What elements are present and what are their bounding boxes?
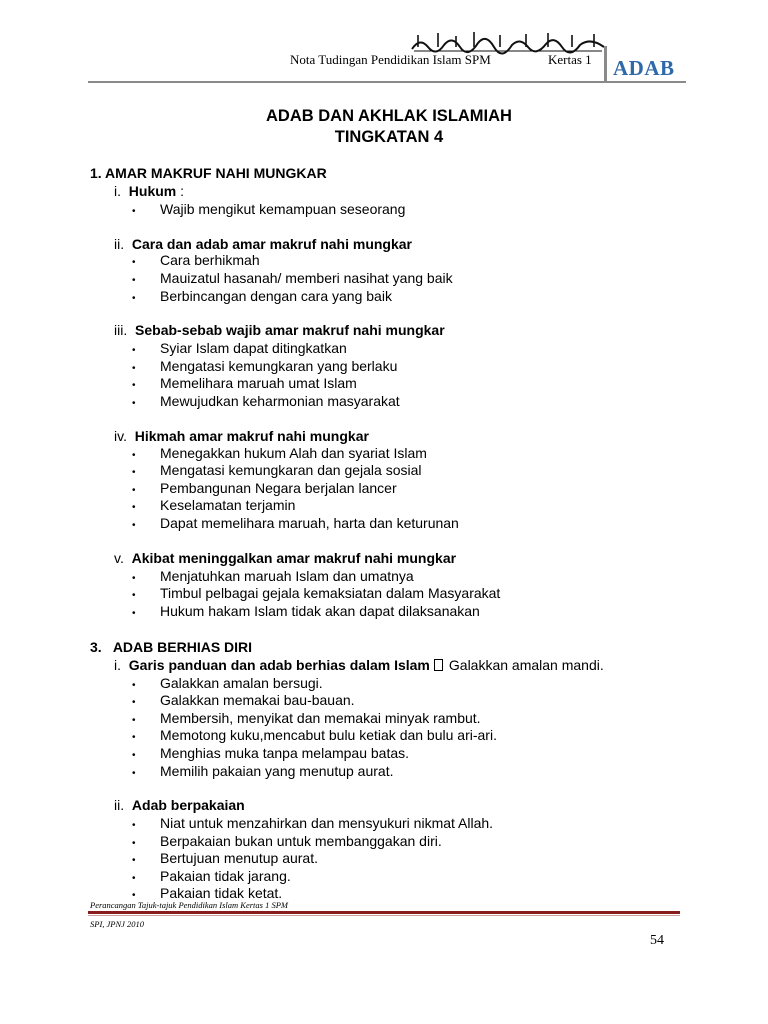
bullet-icon: • [132, 820, 136, 831]
subheading: iv. Hikmah amar makruf nahi mungkar [114, 428, 369, 444]
list-item: • Pembangunan Negara berjalan lancer [132, 480, 397, 496]
page-title: ADAB DAN AKHLAK ISLAMIAH [266, 107, 512, 125]
list-item: • Hukum hakam Islam tidak akan dapat dilaksanakan [132, 603, 480, 619]
list-item: • Menghias muka tanpa melampau batas. [132, 745, 410, 761]
list-item: • Syiar Islam dapat ditingkatkan [132, 340, 347, 356]
bullet-icon: • [132, 257, 136, 268]
subheading-number: i. [114, 183, 121, 199]
header-badge: ADAB [613, 56, 675, 80]
bullet-icon: • [132, 697, 136, 708]
header-divider [604, 46, 607, 82]
bullet-icon: • [132, 838, 136, 849]
footer-rule-shadow [88, 915, 680, 916]
list-item: • Berpakaian bukan untuk membanggakan diri. [132, 833, 442, 849]
list-item: • Mengatasi kemungkaran yang berlaku [132, 358, 398, 374]
list-item: • Keselamatan terjamin [132, 497, 296, 513]
list-item: • Mauizatul hasanah/ memberi nasihat yang baik [132, 270, 453, 286]
list-item: • Timbul pelbagai gejala kemaksiatan dalam Masyarakat [132, 585, 501, 601]
subheading: iii. Sebab-sebab wajib amar makruf nahi mungkar [114, 322, 445, 338]
bullet-icon: • [132, 398, 136, 409]
bullet-icon: • [132, 467, 136, 478]
subheading: ii. Adab berpakaian [114, 797, 245, 813]
list-item: • Mengatasi kemungkaran dan gejala sosial [132, 462, 422, 478]
footer-rule [88, 911, 680, 914]
inline-item: Galakkan amalan mandi. [448, 657, 604, 673]
header-note-title: Nota Tudingan Pendidikan Islam SPM [290, 52, 491, 67]
list-item: • Dapat memelihara maruah, harta dan keturunan [132, 515, 459, 531]
bullet-icon: • [132, 206, 136, 217]
list-item: • Memotong kuku,mencabut bulu ketiak dan bulu ari-ari. [132, 727, 497, 743]
list-item: • Wajib mengikut kemampuan seseorang [132, 201, 406, 217]
bullet-icon: • [132, 275, 136, 286]
subheading: ii. Cara dan adab amar makruf nahi mungkar [114, 236, 412, 252]
bullet-icon: • [132, 590, 136, 601]
bullet-icon: • [132, 380, 136, 391]
missing-glyph-box-icon [434, 659, 443, 671]
list-item: • Menegakkan hukum Alah dan syariat Islam [132, 445, 427, 461]
subheading-label: Hukum [128, 183, 177, 199]
list-item: • Menjatuhkan maruah Islam dan umatnya [132, 568, 414, 584]
list-item: • Memilih pakaian yang menutup aurat. [132, 763, 394, 779]
bullet-icon: • [132, 873, 136, 884]
list-item: • Membersih, menyikat dan memakai minyak rambut. [132, 710, 481, 726]
subheading [114, 183, 184, 199]
list-item: • Galakkan amalan bersugi. [132, 675, 323, 691]
bullet-icon: • [132, 608, 136, 619]
list-item: • Galakkan memakai bau-bauan. [132, 692, 355, 708]
bullet-icon: • [132, 450, 136, 461]
bullet-icon: • [132, 485, 136, 496]
footer-title: Perancangan Tajuk-tajuk Pendidikan Islam Kertas 1 SPM [90, 900, 288, 910]
list-item: • Pakaian tidak ketat. [132, 885, 283, 901]
subheading-suffix: : [176, 183, 185, 199]
bullet-icon: • [132, 502, 136, 513]
bullet-icon: • [132, 715, 136, 726]
page-number: 54 [650, 933, 664, 948]
header-rule [88, 81, 686, 83]
list-item: • Memelihara maruah umat Islam [132, 375, 357, 391]
list-item: • Bertujuan menutup aurat. [132, 850, 318, 866]
bullet-icon: • [132, 855, 136, 866]
bullet-icon: • [132, 680, 136, 691]
list-item: • Niat untuk menzahirkan dan mensyukuri nikmat Allah. [132, 815, 494, 831]
page-subtitle: TINGKATAN 4 [334, 128, 444, 146]
bullet-icon: • [132, 768, 136, 779]
bullet-icon: • [132, 363, 136, 374]
list-item: • Berbincangan dengan cara yang baik [132, 288, 392, 304]
bullet-icon: • [132, 573, 136, 584]
header-paper: Kertas 1 [548, 52, 592, 67]
section-heading: 3. ADAB BERHIAS DIRI [90, 639, 253, 655]
subheading: i. Garis panduan dan adab berhias dalam Islam Galakkan amalan mandi. [114, 657, 604, 673]
list-item: • Cara berhikmah [132, 252, 260, 268]
bullet-icon: • [132, 345, 136, 356]
bullet-icon: • [132, 750, 136, 761]
section-heading: 1. AMAR MAKRUF NAHI MUNGKAR [90, 165, 327, 181]
subheading: v. Akibat meninggalkan amar makruf nahi mungkar [114, 550, 457, 566]
bullet-icon: • [132, 732, 136, 743]
bullet-icon: • [132, 520, 136, 531]
footer-org: SPI, JPNJ 2010 [90, 919, 145, 929]
list-item: • Mewujudkan keharmonian masyarakat [132, 393, 400, 409]
bullet-icon: • [132, 293, 136, 304]
list-item: • Pakaian tidak jarang. [132, 868, 291, 884]
bullet-icon: • [132, 890, 136, 901]
